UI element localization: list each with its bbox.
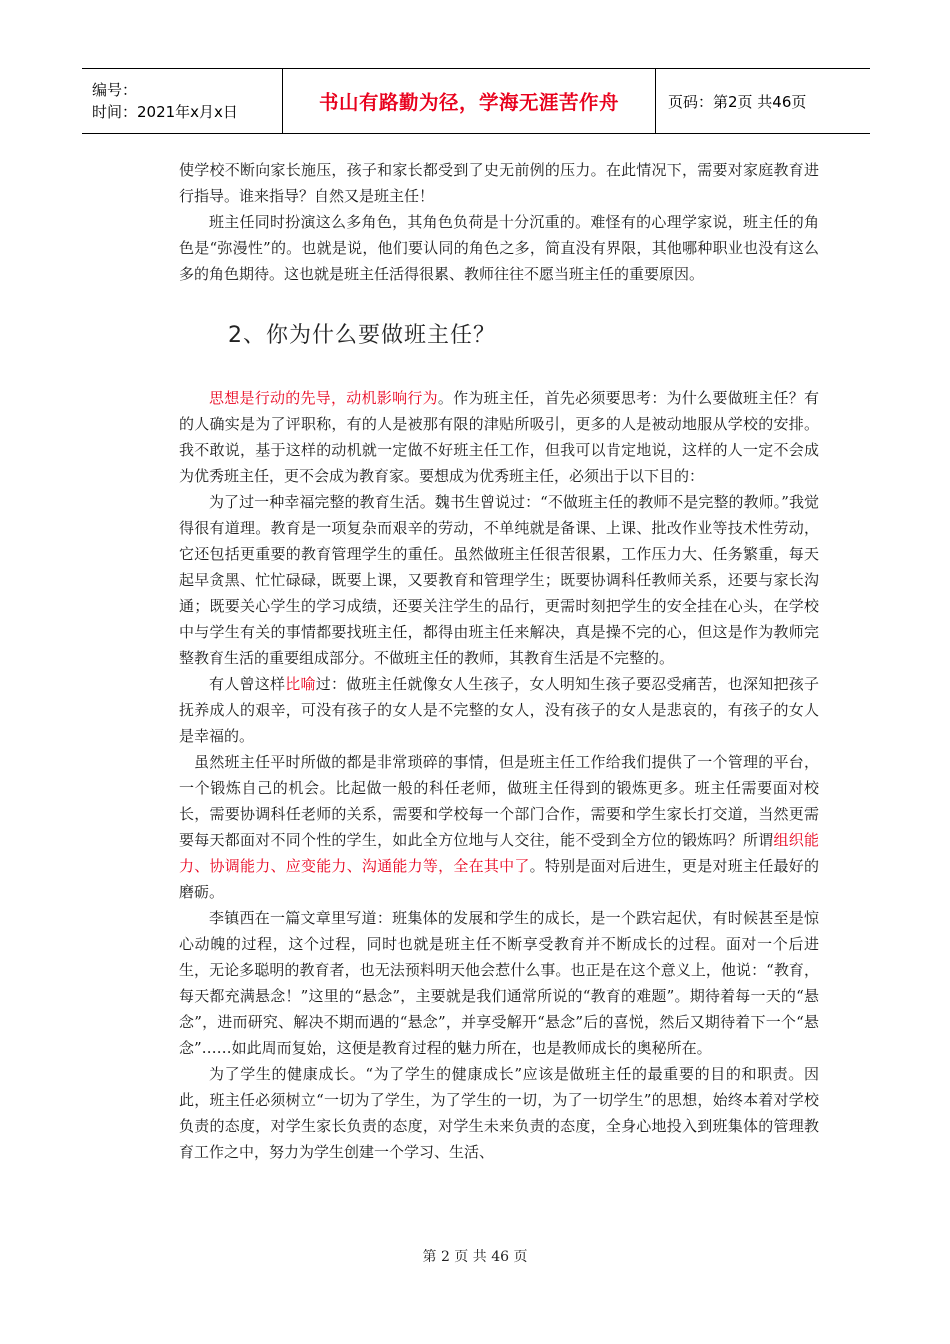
highlight-text: 比喻 <box>285 675 316 693</box>
header-motto: 书山有路勤为径，学海无涯苦作舟 <box>283 69 656 133</box>
paragraph: 班主任同时扮演这么多角色，其角色负荷是十分沉重的。难怪有的心理学家说，班主任的角色是“弥漫性”的。也就是说，他们要认同的角色之多，简直没有界限，其他哪种职业也没有这么多的角色期待。这也就是班主任活得很累、教师往往不愿当班主任的重要原因。 <box>179 213 819 283</box>
paragraph-text: 过：做班主任就像女人生孩子，女人明知生孩子要忍受痛苦，也深知把孩子抚养成人的艰辛，可没有孩子的女人是不完整的女人，没有孩子的女人是悲哀的，有孩子的女人是幸福的。 <box>179 675 819 745</box>
paragraph: 为了学生的健康成长。“为了学生的健康成长”应该是做班主任的最重要的目的和职责。因此，班主任必须树立“一切为了学生，为了学生的一切，为了一切学生”的思想，始终本着对学校负责的态度，对学生家长负责的态度，对学生未来负责的态度，全身心地投入到班集体的管理教育工作之中，努力为学生创建一个学习、生活、 <box>179 1065 819 1161</box>
paragraph-text: 。作为班主任，首先必须要思考：为什么要做班主任？有的人确实是为了评职称，有的人是被那有限的津贴所吸引，更多的人是被动地服从学校的安排。我不敢说，基于这样的动机就一定做不好班主任工作，但我可以肯定地说，这样的人一定不会成为优秀班主任，更不会成为教育家。要想成为优秀班主任，必须出于以下目的： <box>179 389 819 485</box>
header-page-info: 页码：第2页 共46页 <box>668 92 807 111</box>
paragraph-text: 虽然班主任平时所做的都是非常琐碎的事情，但是班主任工作给我们提供了一个管理的平台，一个锻炼自己的机会。比起做一般的科任老师，做班主任得到的锻炼更多。班主任需要面对校长，需要协调科任老师的关系，需要和学校每一个部门合作，需要和学生家长打交道，当然更需要每天都面对不同个性的学生，如此全方位地与人交往，能不受到全方位的锻炼吗？所谓 <box>179 753 819 849</box>
time-label: 时间：2021年x月x日 <box>92 103 238 121</box>
document-body <box>179 157 819 1165</box>
paragraph: 使学校不断向家长施压，孩子和家长都受到了史无前例的压力。在此情况下，需要对家庭教育进行指导。谁来指导？自然又是班主任！ <box>179 161 819 205</box>
page-header <box>82 68 870 134</box>
paragraph <box>179 385 819 489</box>
paragraph-text: 有人曾这样 <box>209 675 286 693</box>
paragraph: 为了过一种幸福完整的教育生活。魏书生曾说过：“不做班主任的教师不是完整的教师。”我觉得很有道理。教育是一项复杂而艰辛的劳动，不单纯就是备课、上课、批改作业等技术性劳动，它还包括更重要的教育管理学生的重任。虽然做班主任很苦很累，工作压力大、任务繁重，每天起早贪黑、忙忙碌碌，既要上课，又要教育和管理学生；既要协调科任教师关系，还要与家长沟通；既要关心学生的学习成绩，还要关注学生的品行，更需时刻把学生的安全挂在心头，在学校中与学生有关的事情都要找班主任，都得由班主任来解决，真是操不完的心，但这是作为教师完整教育生活的重要组成部分。不做班主任的教师，其教育生活是不完整的。 <box>179 493 819 667</box>
highlight-text: 组织能力、协调能力、应变能力、沟通能力等，全在其中了 <box>179 831 819 875</box>
header-meta <box>82 69 283 133</box>
paragraph-text: 。特别是面对后进生，更是对班主任最好的磨砺。 <box>179 857 819 901</box>
paragraph <box>179 749 819 905</box>
paragraph: 李镇西在一篇文章里写道：班集体的发展和学生的成长，是一个跌宕起伏，有时候甚至是惊心动魄的过程，这个过程，同时也就是班主任不断享受教育并不断成长的过程。面对一个后进生，无论多聪明的教育者，也无法预料明天他会惹什么事。也正是在这个意义上，他说：“教育，每天都充满悬念！”这里的“悬念”，主要就是我们通常所说的“教育的难题”。期待着每一天的“悬念”，进而研究、解决不期而遇的“悬念”，并享受解开“悬念”后的喜悦，然后又期待着下一个“悬念”……如此周而复始，这便是教育过程的魅力所在，也是教师成长的奥秘所在。 <box>179 909 819 1057</box>
highlight-text: 思想是行动的先导，动机影响行为 <box>209 389 438 407</box>
page-footer: 第 2 页 共 46 页 <box>422 1249 528 1265</box>
paragraph <box>179 671 819 749</box>
section-heading: 2、你为什么要做班主任？ <box>228 323 496 348</box>
number-label: 编号： <box>92 81 138 99</box>
